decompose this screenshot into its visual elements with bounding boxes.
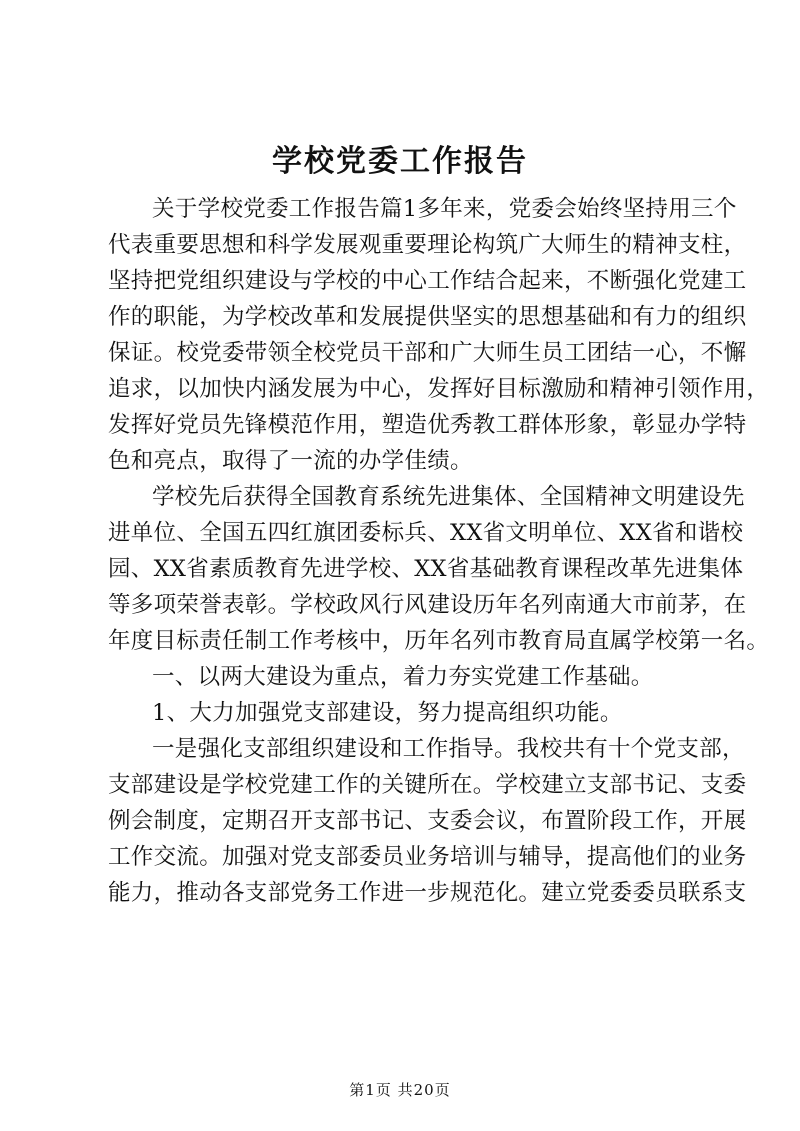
page-footer: 第1页 共20页 [349, 1081, 451, 1099]
body-line: 保证。校党委带领全校党员干部和广大师生员工团结一心，不懈 [108, 340, 747, 366]
body-line: 年度目标责任制工作考核中，历年名列市教育局直属学校第一名。 [108, 628, 770, 654]
body-line: 能力，推动各支部党务工作进一步规范化。建立党委委员联系支 [108, 880, 747, 906]
body-line: 一是强化支部组织建设和工作指导。我校共有十个党支部， [152, 736, 745, 762]
body-line: 例会制度，定期召开支部书记、支委会议，布置阶段工作，开展 [108, 808, 747, 834]
body-line: 发挥好党员先锋模范作用，塑造优秀教工群体形象，彰显办学特 [108, 412, 747, 438]
section-heading: 一、以两大建设为重点，着力夯实党建工作基础。 [152, 664, 654, 690]
body-line: 坚持把党组织建设与学校的中心工作结合起来，不断强化党建工 [108, 268, 747, 294]
body-line: 关于学校党委工作报告篇1多年来，党委会始终坚持用三个 [152, 196, 737, 222]
body-line: 学校先后获得全国教育系统先进集体、全国精神文明建设先 [152, 484, 745, 510]
subsection-heading: 1、大力加强党支部建设，努力提高组织功能。 [152, 700, 623, 726]
body-line: 工作交流。加强对党支部委员业务培训与辅导，提高他们的业务 [108, 844, 747, 870]
body-line: 进单位、全国五四红旗团委标兵、XX省文明单位、XX省和谐校 [108, 520, 744, 546]
body-line: 作的职能，为学校改革和发展提供坚实的思想基础和有力的组织 [108, 304, 747, 330]
document-title: 学校党委工作报告 [272, 144, 528, 179]
body-line: 色和亮点，取得了一流的办学佳绩。 [108, 448, 473, 474]
body-line: 代表重要思想和科学发展观重要理论构筑广大师生的精神支柱， [108, 232, 747, 258]
body-line: 园、XX省素质教育先进学校、XX省基础教育课程改革先进集体 [108, 556, 744, 582]
body-line: 追求，以加快内涵发展为中心，发挥好目标激励和精神引领作用， [108, 376, 770, 402]
body-line: 支部建设是学校党建工作的关键所在。学校建立支部书记、支委 [108, 772, 747, 798]
body-line: 等多项荣誉表彰。学校政风行风建设历年名列南通大市前茅，在 [108, 592, 747, 618]
